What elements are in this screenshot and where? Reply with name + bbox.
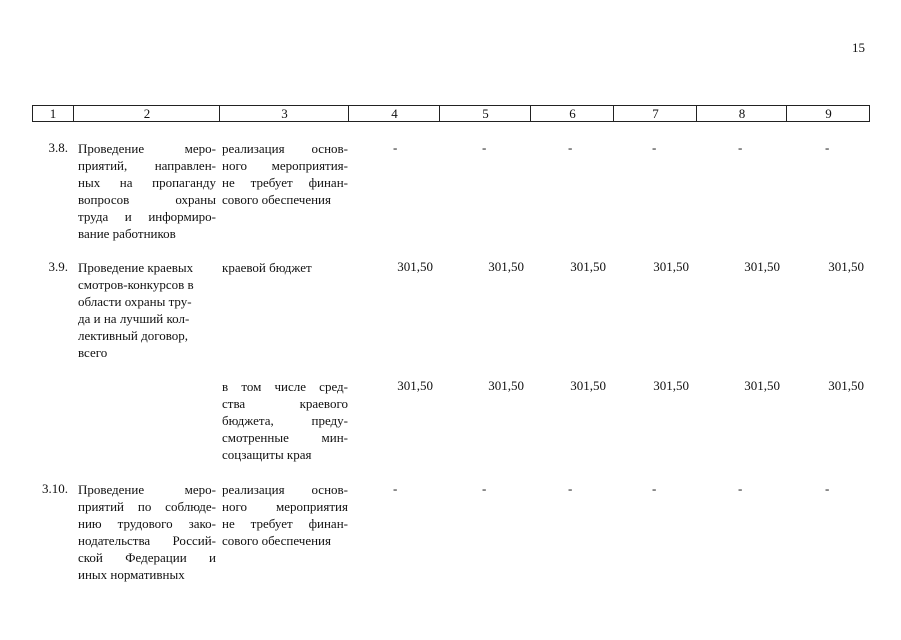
event-name-line: области охраны тру- [78, 294, 192, 309]
event-name-line: лективный договор, [78, 328, 188, 343]
value-col-6: 301,50 [570, 259, 606, 274]
event-name-line: вопросов охраны [78, 192, 216, 207]
event-name-line: смотров-конкурсов в [78, 277, 194, 292]
funding-source-line: ного мероприятия [222, 499, 348, 514]
row-number: 3.9. [48, 259, 68, 274]
event-name-line: вание работников [78, 226, 176, 241]
funding-source-line: сового обеспечения [222, 192, 331, 207]
funding-source [222, 140, 348, 208]
value-col-9: 301,50 [828, 378, 864, 393]
value-col-5: 301,50 [488, 378, 524, 393]
header-col-6: 6 [530, 106, 614, 121]
funding-source-line: реализация основ- [222, 482, 348, 497]
event-name [78, 140, 216, 242]
funding-source-line: ного мероприятия- [222, 158, 348, 173]
row-number: 3.10. [42, 481, 68, 496]
funding-source [222, 481, 348, 549]
value-col-5: - [482, 481, 487, 496]
value-col-7: - [652, 140, 657, 155]
value-col-6: - [568, 481, 573, 496]
value-col-9: - [825, 481, 830, 496]
funding-source-line: сового обеспечения [222, 533, 331, 548]
event-name-line: иных нормативных [78, 567, 185, 582]
header-col-1: 1 [49, 106, 57, 121]
header-col-8: 8 [696, 106, 787, 121]
event-name-line: Проведение краевых [78, 260, 194, 275]
event-name-line: приятий по соблюде- [78, 499, 216, 514]
event-name-line: приятий, направлен- [78, 158, 216, 173]
funding-source [222, 259, 348, 276]
event-name-line: нию трудового зако- [78, 516, 216, 531]
value-col-6: 301,50 [570, 378, 606, 393]
value-col-8: 301,50 [744, 378, 780, 393]
event-name-line: ных на пропаганду [78, 175, 216, 190]
value-col-7: 301,50 [653, 259, 689, 274]
funding-source-line: не требует финан- [222, 516, 348, 531]
value-col-5: - [482, 140, 487, 155]
event-name-line: Проведение меро- [78, 482, 216, 497]
funding-source-line: ства краевого [222, 396, 348, 411]
event-name [78, 481, 216, 583]
value-col-8: - [738, 481, 743, 496]
funding-source [222, 378, 348, 463]
table-header-row [32, 105, 870, 122]
header-col-5: 5 [439, 106, 531, 121]
event-name-line: всего [78, 345, 108, 360]
value-col-4: - [393, 140, 398, 155]
value-col-4: - [393, 481, 398, 496]
funding-source-line: в том числе сред- [222, 379, 348, 394]
value-col-8: - [738, 140, 743, 155]
funding-source-line: бюджета, преду- [222, 413, 348, 428]
value-col-8: 301,50 [744, 259, 780, 274]
event-name-line: ской Федерации и [78, 550, 216, 565]
row-number: 3.8. [48, 140, 68, 155]
page-number: 15 [852, 40, 865, 55]
funding-source-line: соцзащиты края [222, 447, 312, 462]
header-col-7: 7 [613, 106, 697, 121]
value-col-5: 301,50 [488, 259, 524, 274]
event-name-line: нодательства Россий- [78, 533, 216, 548]
value-col-9: - [825, 140, 830, 155]
funding-source-line: реализация основ- [222, 141, 348, 156]
event-name-line: Проведение меро- [78, 141, 216, 156]
funding-source-line: краевой бюджет [222, 260, 312, 275]
header-col-3: 3 [219, 106, 349, 121]
value-col-4: 301,50 [397, 378, 433, 393]
value-col-7: - [652, 481, 657, 496]
value-col-7: 301,50 [653, 378, 689, 393]
funding-source-line: не требует финан- [222, 175, 348, 190]
funding-source-line: смотренные мин- [222, 430, 348, 445]
header-col-4: 4 [348, 106, 440, 121]
event-name-line: труда и информиро- [78, 209, 216, 224]
value-col-9: 301,50 [828, 259, 864, 274]
event-name [78, 259, 216, 361]
value-col-6: - [568, 140, 573, 155]
value-col-4: 301,50 [397, 259, 433, 274]
header-col-9: 9 [786, 106, 870, 121]
event-name-line: да и на лучший кол- [78, 311, 190, 326]
header-col-2: 2 [73, 106, 220, 121]
